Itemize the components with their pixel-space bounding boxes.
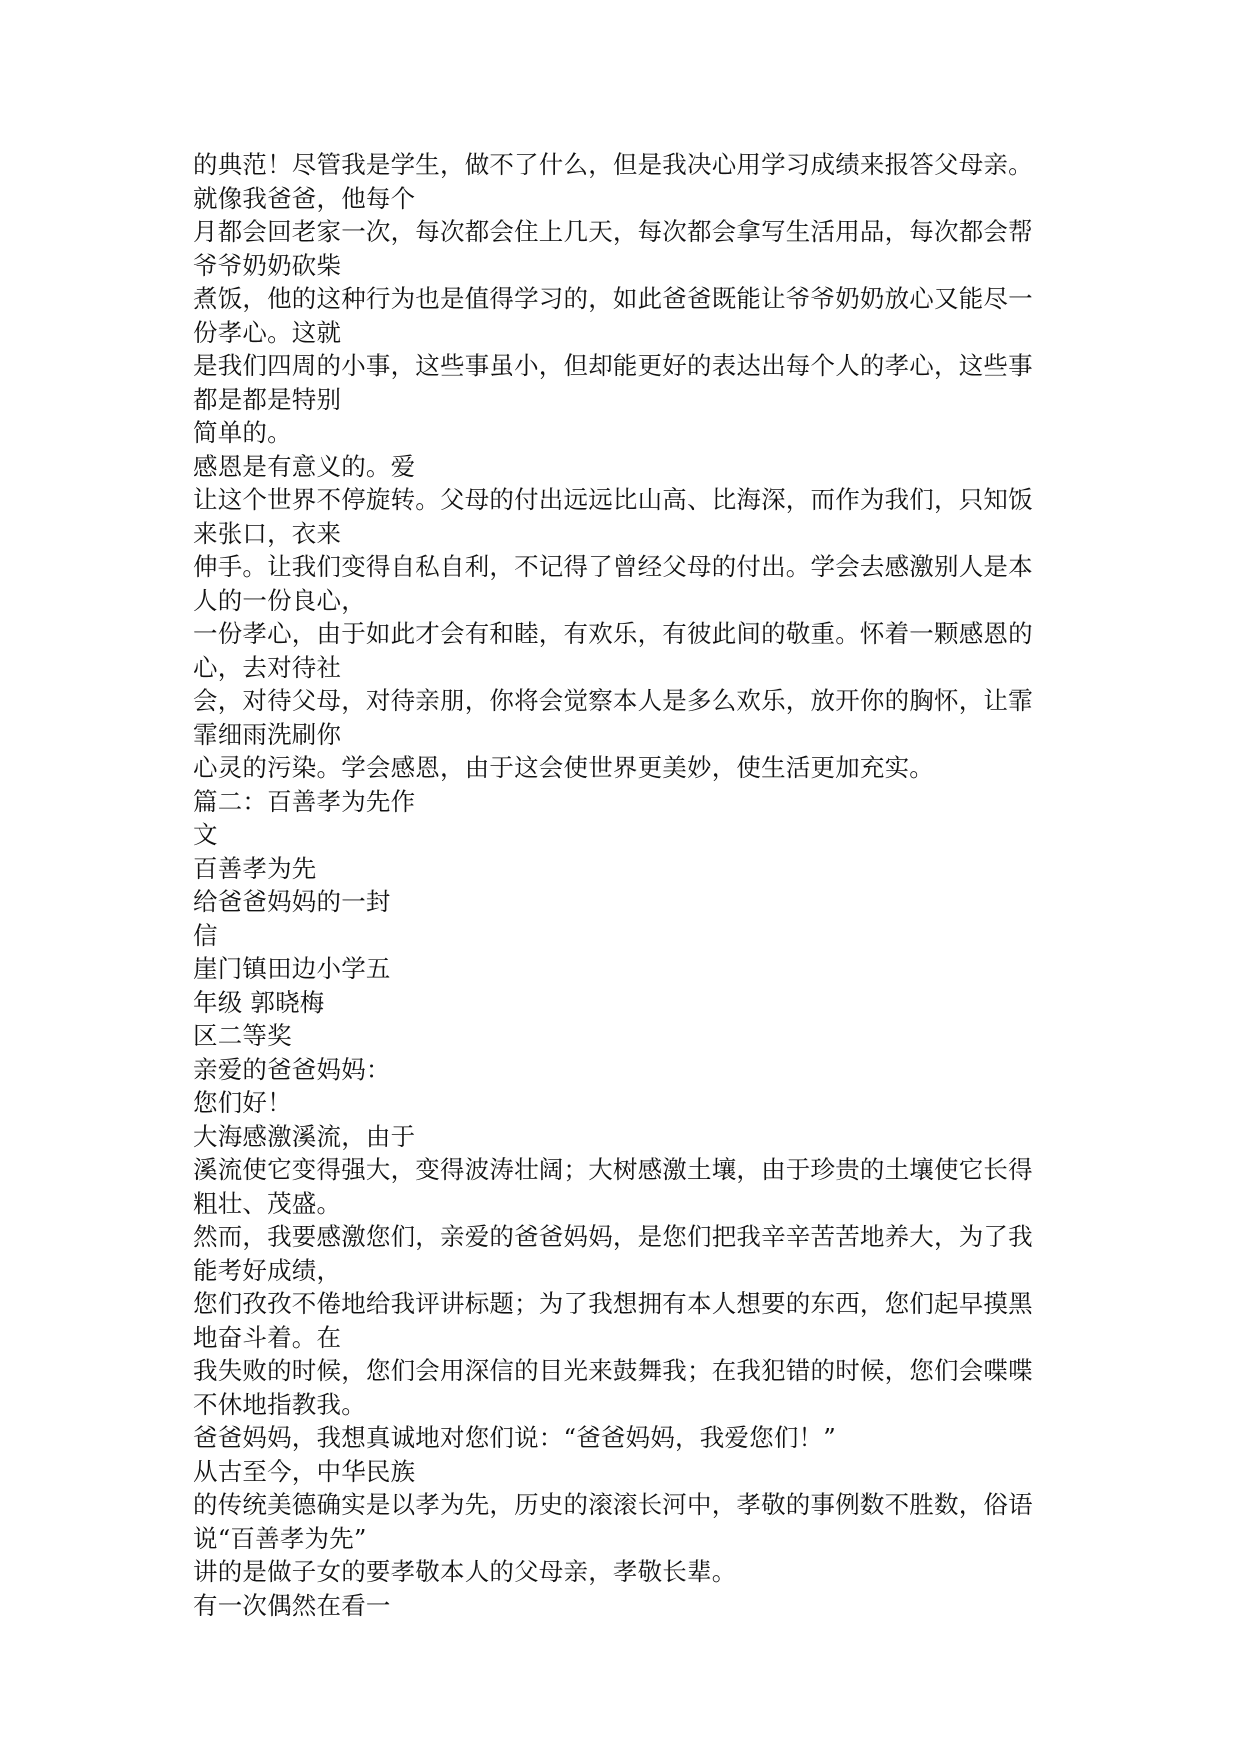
text-line: 百善孝为先 [193, 853, 317, 883]
text-line: 亲爱的爸爸妈妈： [193, 1054, 391, 1084]
text-line: 我失败的时候，您们会用深信的目光来鼓舞我；在我犯错的时候，您们会喋喋 [193, 1356, 1033, 1385]
text-line: 霏细雨洗刷你 [193, 719, 342, 749]
text-line: 人的一份良心， [193, 585, 366, 615]
text-line: 爷爷奶奶砍柴 [193, 250, 342, 280]
text-line: 您们好！ [193, 1088, 292, 1117]
text-line: 您们孜孜不倦地给我评讲标题；为了我想拥有本人想要的东西，您们起早摸黑 [193, 1289, 1033, 1318]
text-line: 的传统美德确实是以孝为先，历史的滚滚长河中，孝敬的事例数不胜数，俗语 [193, 1490, 1033, 1519]
text-line: 会，对待父母，对待亲朋，你将会觉察本人是多么欢乐，放开你的胸怀，让霏 [193, 686, 1033, 715]
text-line: 份孝心。这就 [193, 317, 342, 347]
text-line: 感恩是有意义的。爱 [193, 451, 416, 481]
text-line: 信 [193, 920, 218, 950]
text-line: 然而，我要感激您们，亲爱的爸爸妈妈，是您们把我辛辛苦苦地养大，为了我 [193, 1222, 1033, 1251]
text-line: 有一次偶然在看一 [193, 1590, 391, 1620]
text-line: 一份孝心，由于如此才会有和睦，有欢乐，有彼此间的敬重。怀着一颗感恩的 [193, 619, 1033, 648]
text-line: 崖门镇田边小学五 [193, 954, 391, 983]
text-line: 年级 郭晓梅 [193, 987, 325, 1017]
text-line: 都是都是特别 [193, 384, 342, 414]
text-line: 区二等奖 [193, 1021, 292, 1050]
text-line: 伸手。让我们变得自私自利，不记得了曾经父母的付出。学会去感激别人是本 [193, 552, 1033, 581]
text-line: 给爸爸妈妈的一封 [193, 887, 391, 916]
text-line: 地奋斗着。在 [193, 1322, 342, 1352]
text-line: 煮饭，他的这种行为也是值得学习的，如此爸爸既能让爷爷奶奶放心又能尽一 [193, 284, 1033, 313]
text-line: 能考好成绩， [193, 1255, 342, 1285]
text-line: 让这个世界不停旋转。父母的付出远远比山高、比海深，而作为我们，只知饭 [193, 485, 1033, 514]
text-line: 溪流使它变得强大，变得波涛壮阔；大树感激土壤，由于珍贵的土壤使它长得 [193, 1155, 1033, 1184]
text-line: 大海感激溪流，由于 [193, 1121, 416, 1151]
text-line: 心灵的污染。学会感恩，由于这会使世界更美妙，使生活更加充实。 [193, 753, 934, 782]
text-line: 讲的是做子女的要孝敬本人的父母亲，孝敬长辈。 [193, 1557, 737, 1586]
text-line: 就像我爸爸，他每个 [193, 183, 416, 213]
text-line: 从古至今，中华民族 [193, 1456, 416, 1486]
text-line: 篇二：百善孝为先作 [193, 786, 416, 816]
text-line: 粗壮、茂盛。 [193, 1188, 342, 1218]
text-line: 心，去对待社 [193, 652, 342, 682]
text-line: 月都会回老家一次，每次都会住上几天，每次都会拿写生活用品，每次都会帮 [193, 217, 1033, 246]
text-line: 爸爸妈妈，我想真诚地对您们说：“爸爸妈妈，我爱您们！” [193, 1423, 836, 1452]
text-line: 来张口，衣来 [193, 518, 342, 548]
text-line: 是我们四周的小事，这些事虽小，但却能更好的表达出每个人的孝心，这些事 [193, 351, 1033, 380]
text-line: 简单的。 [193, 418, 292, 447]
text-line: 的典范！尽管我是学生，做不了什么，但是我决心用学习成绩来报答父母亲。 [193, 150, 1033, 179]
document-body [193, 148, 1053, 1622]
text-line: 不休地指教我。 [193, 1389, 366, 1419]
text-line: 说“百善孝为先” [193, 1523, 367, 1553]
text-line: 文 [193, 820, 218, 849]
